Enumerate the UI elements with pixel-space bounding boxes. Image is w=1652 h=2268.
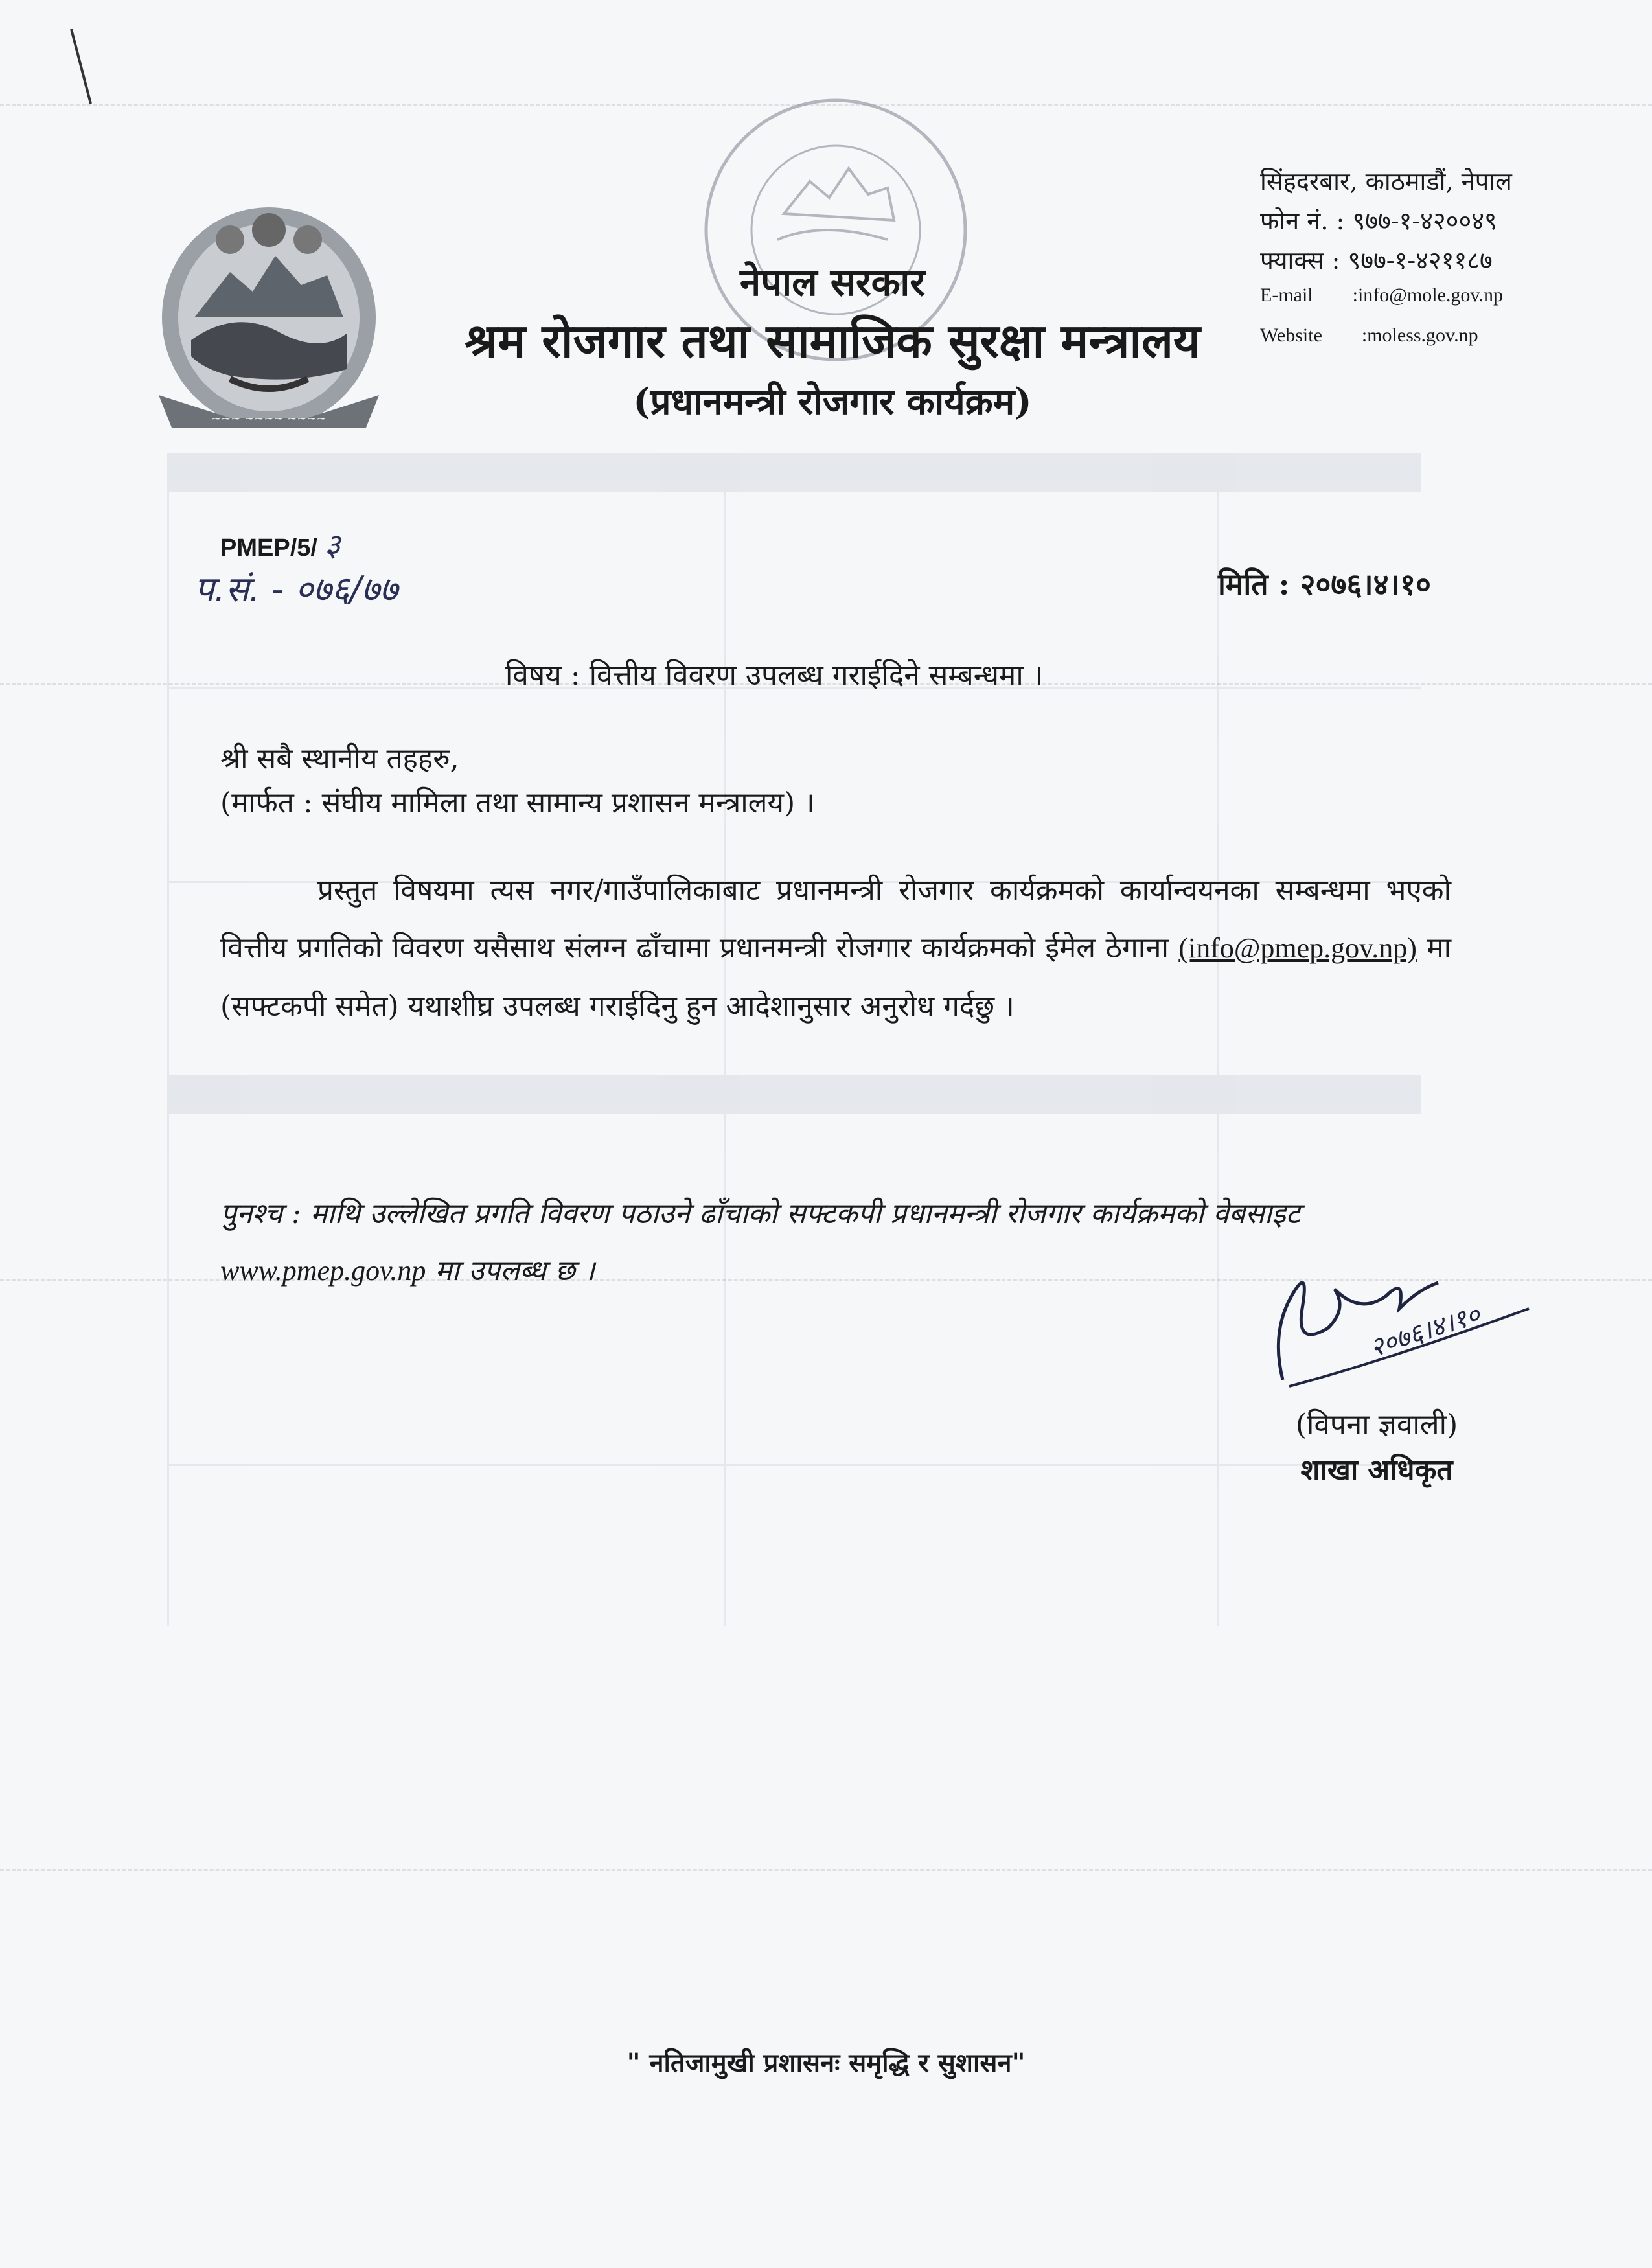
pen-mark	[65, 26, 104, 110]
signatory-title: शाखा अधिकृत	[1300, 1454, 1453, 1487]
svg-text:~~~ ~~~~ ~~~~: ~~~ ~~~~ ~~~~	[211, 412, 327, 426]
body-text-part-2: मा (सफ्टकपी समेत) यथाशीघ्र उपलब्ध गराईदिनु हुन आदेशानुसार अनुरोध गर्दछु ।	[220, 932, 1451, 1023]
email-line	[1260, 280, 1597, 311]
phone: फोन नं. : ९७७-१-४२००४९	[1260, 206, 1497, 235]
fax: फ्याक्स : ९७७-१-४२११८७	[1260, 246, 1493, 275]
subject-line: विषय : वित्तीय विवरण उपलब्ध गराईदिने सम्बन्धमा ।	[505, 659, 1044, 692]
show-through-table	[167, 453, 1421, 1626]
handwritten-signature	[1257, 1250, 1555, 1399]
government-name: नेपाल सरकार	[740, 260, 925, 304]
letter-body	[220, 862, 1451, 1035]
program-name: (प्रधानमन्त्री रोजगार कार्यक्रम)	[633, 380, 1032, 423]
nepal-emblem-logo	[133, 194, 405, 447]
scan-line	[0, 1869, 1652, 1871]
website-value: :moless.gov.np	[1361, 325, 1478, 347]
address: सिंहदरबार, काठमाडौं, नेपाल	[1260, 167, 1512, 196]
ref-number: PMEP/5/	[220, 534, 317, 562]
email-value: :info@mole.gov.np	[1352, 284, 1503, 306]
addressee	[220, 737, 815, 825]
ref-handwritten: ३	[324, 527, 341, 564]
dispatch-number: प.सं. - ०७६/७७	[194, 569, 398, 610]
postscript-url[interactable]: www.pmep.gov.np	[220, 1255, 426, 1287]
ministry-name: श्रम रोजगार तथा सामाजिक सुरक्षा मन्त्रालय	[465, 312, 1200, 368]
letterhead	[415, 259, 1250, 424]
body-text-part-1: प्रस्तुत विषयमा त्यस नगर/गाउँपालिकाबाट प्रधानमन्त्री रोजगार कार्यक्रमको कार्यान्वयनका सम्बन्धमा भएको वित्तीय प्रगतिको विवरण यसैसाथ संलग्न ढाँचामा प्रधानमन्त्री रोजगार कार्यक्रमको ईमेल ठेगाना	[220, 874, 1451, 965]
signatory-name: (विपना ज्ञवाली)	[1295, 1408, 1458, 1441]
contact-block	[1260, 162, 1597, 351]
addressee-line-2: (मार्फत : संघीय मामिला तथा सामान्य प्रशासन मन्त्रालय) ।	[220, 786, 815, 820]
letter-date: मिति : २०७६।४।१०	[1218, 567, 1431, 602]
footer-slogan: " नतिजामुखी प्रशासनः समृद्धि र सुशासन"	[626, 2048, 1026, 2078]
website-line	[1260, 320, 1597, 351]
signature-date: २०७६।४।१०	[1366, 1300, 1484, 1364]
email-label: E-mail	[1260, 284, 1313, 306]
signatory-block	[1267, 1403, 1487, 1494]
postscript-part-2: मा उपलब्ध छ ।	[426, 1254, 595, 1287]
postscript-part-1: पुनश्च : माथि उल्लेखित प्रगति विवरण पठाउने ढाँचाको सफ्टकपी प्रधानमन्त्री रोजगार कार्यक्रमको वेबसाइट	[220, 1197, 1300, 1230]
addressee-line-1: श्री सबै स्थानीय तहहरु,	[220, 742, 459, 775]
website-label: Website	[1260, 325, 1322, 347]
reference-number	[220, 523, 340, 566]
body-email-link[interactable]: (info@pmep.gov.np)	[1178, 932, 1417, 965]
